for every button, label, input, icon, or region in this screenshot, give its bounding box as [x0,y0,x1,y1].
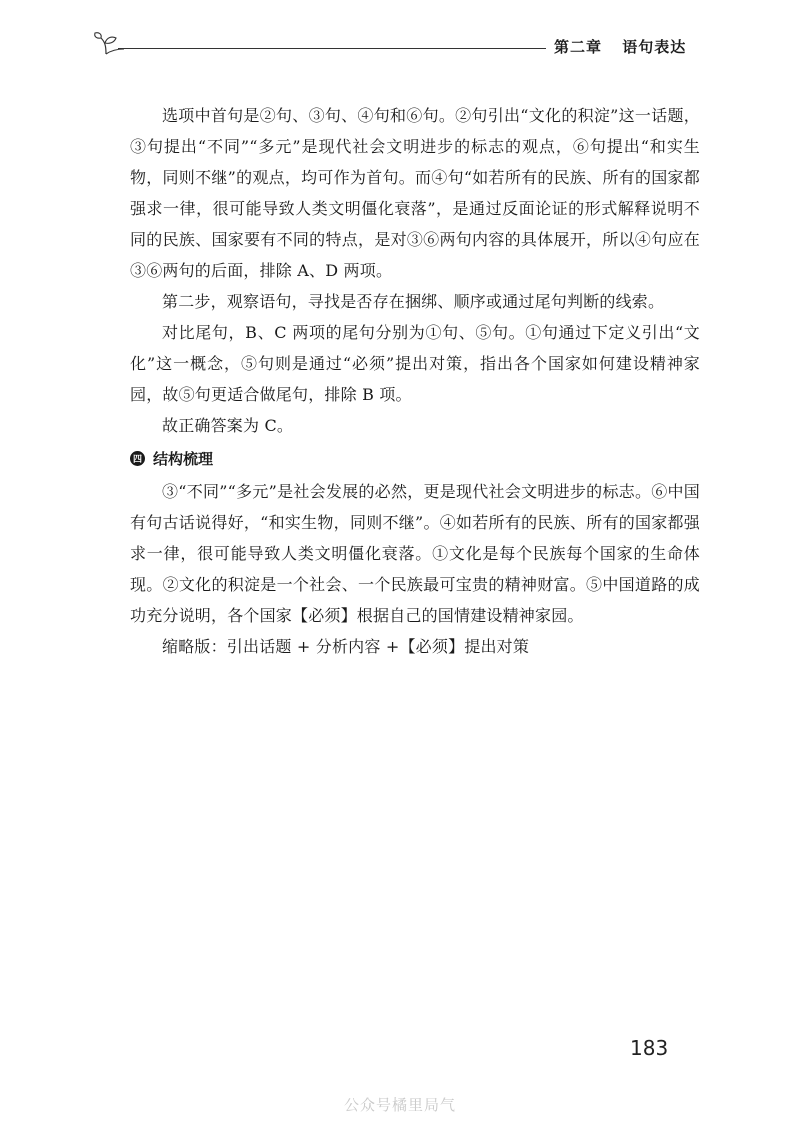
paragraph: 缩略版：引出话题 + 分析内容 +【必须】提出对策 [162,637,530,656]
sprout-icon [92,30,124,56]
header-rule [118,48,546,49]
paragraph: ③“不同”“多元”是社会发展的必然，更是现代社会文明进步的标志。⑥中国有句古话说得好，“和实生物，同则不继”。④如若所有的民族、所有的国家都强求一律，很可能导致人类文明僵化衰落。①文化是每个民族每个国家的生命体现。②文化的积淀是一个社会、一个民族最可宝贵的精神财富。⑤中国道路的成功充分说明，各个国家【必须】根据自己的国情建设精神家园。 [130,482,700,625]
paragraph: 第二步，观察语句，寻找是否存在捆绑、顺序或通过尾句判断的线索。 [162,292,665,311]
section-heading [130,443,700,474]
paragraph: 对比尾句，B、C 两项的尾句分别为①句、⑤句。①句通过下定义引出“文化”这一概念，⑤句则是通过“必须”提出对策，指出各个国家如何建设精神家园，故⑤句更适合做尾句，排除 B 项。 [130,323,700,404]
chapter-title: 语句表达 [622,38,687,56]
paragraph: 选项中首句是②句、③句、④句和⑥句。②句引出“文化的积淀”这一话题，③句提出“不同”“多元”是现代社会文明进步的标志的观点，⑥句提出“和实生物，同则不继”的观点，均可作为首句。而④句“如若所有的民族、所有的国家都强求一律，很可能导致人类文明僵化衰落”，是通过反面论证的形式解释说明不同的民族、国家要有不同的特点，是对③⑥两句内容的具体展开，所以④句应在③⑥两句的后面，排除 A、D 两项。 [130,106,700,280]
section-heading-text: 结构梳理 [153,450,214,468]
paragraph: 故正确答案为 C。 [162,416,294,435]
page-number: 183 [630,1036,669,1060]
page-body [130,100,700,662]
circled-number-icon: 四 [130,451,145,466]
chapter-number: 第二章 [554,38,603,56]
watermark: 公众号橘里局气 [343,1096,456,1114]
header-chapter [554,36,686,57]
page-header [92,30,702,64]
